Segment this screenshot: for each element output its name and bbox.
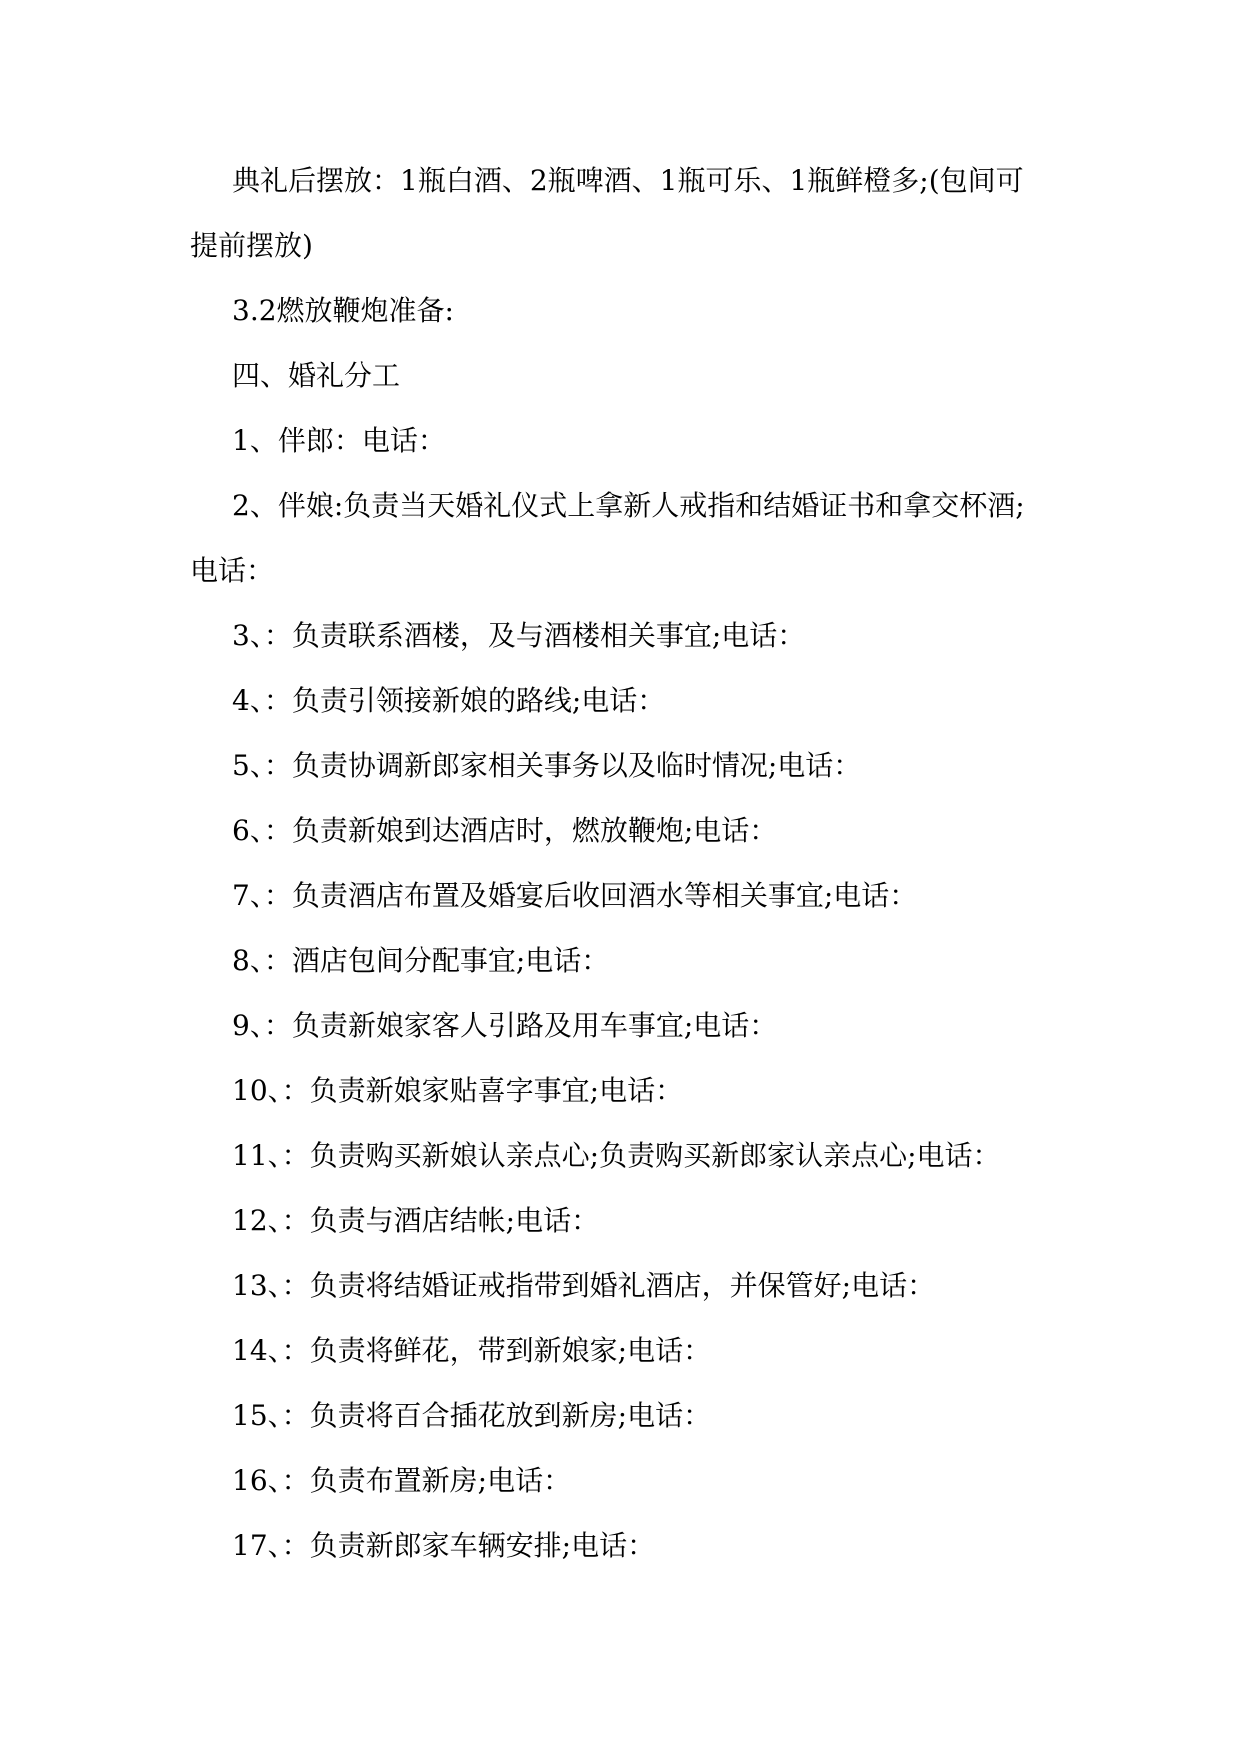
list-item: 7、：负责酒店布置及婚宴后收回酒水等相关事宜;电话： (232, 879, 918, 912)
list-item: 12、：负责与酒店结帐;电话： (232, 1204, 600, 1237)
list-item: 5、：负责协调新郎家相关事务以及临时情况;电话： (232, 749, 862, 782)
list-item: 1、伴郎：电话： (232, 424, 446, 457)
document-body (190, 148, 1050, 1578)
list-item: 3、：负责联系酒楼，及与酒楼相关事宜;电话： (232, 619, 806, 652)
list-item: 16、：负责布置新房;电话： (232, 1464, 572, 1497)
list-item: 6、：负责新娘到达酒店时，燃放鞭炮;电话： (232, 814, 778, 847)
list-item: 8、：酒店包间分配事宜;电话： (232, 944, 610, 977)
list-item: 15、：负责将百合插花放到新房;电话： (232, 1399, 712, 1432)
list-item: 13、：负责将结婚证戒指带到婚礼酒店，并保管好;电话： (232, 1269, 936, 1302)
list-item: 14、：负责将鲜花，带到新娘家;电话： (232, 1334, 712, 1367)
paragraph-table-items: 典礼后摆放：1瓶白酒、2瓶啤酒、1瓶可乐、1瓶鲜橙多;(包间可提前摆放) (190, 164, 1024, 262)
list-item: 11、：负责购买新娘认亲点心;负责购买新郎家认亲点心;电话： (232, 1139, 1001, 1172)
list-item: 4、：负责引领接新娘的路线;电话： (232, 684, 666, 717)
list-item: 10、：负责新娘家贴喜字事宜;电话： (232, 1074, 684, 1107)
list-item: 2、伴娘:负责当天婚礼仪式上拿新人戒指和结婚证书和拿交杯酒;电话： (190, 489, 1025, 587)
paragraph-firecracker-prep: 3.2燃放鞭炮准备: (232, 294, 454, 327)
list-item: 9、：负责新娘家客人引路及用车事宜;电话： (232, 1009, 778, 1042)
section-heading-division-of-labor: 四、婚礼分工 (232, 359, 401, 392)
list-item: 17、：负责新郎家车辆安排;电话： (232, 1529, 656, 1562)
